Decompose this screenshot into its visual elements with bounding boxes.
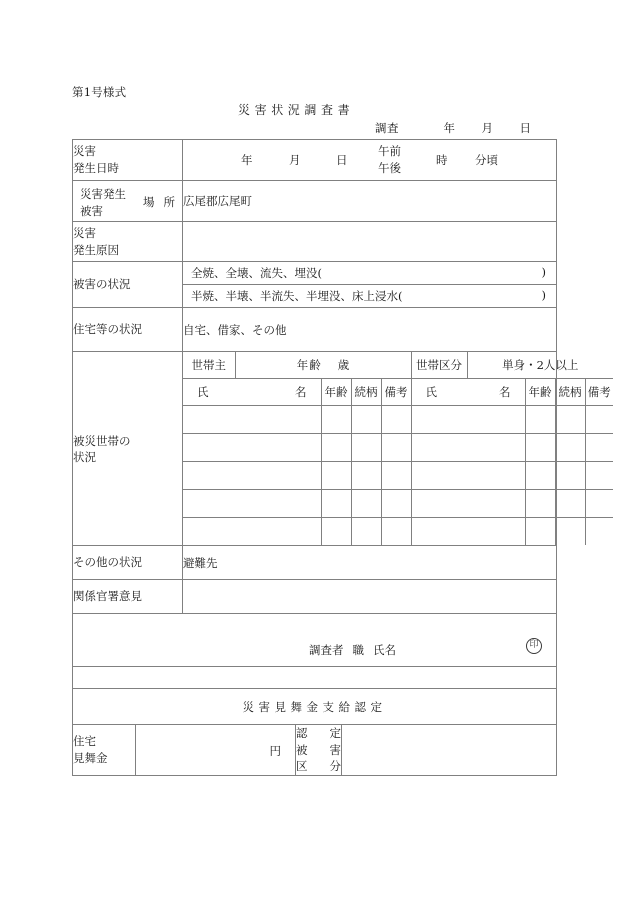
column-header-relation-right: 続柄 [555,379,585,406]
household-category-label: 世帯区分 [411,352,467,379]
entry-relation-right[interactable] [555,490,585,518]
entry-name-right[interactable] [411,490,525,518]
survey-date-label: 調査 [375,121,399,135]
field-surveyor-signature[interactable] [73,614,557,667]
table-row-other-status [73,546,557,580]
household-category-value[interactable]: 単身・2人以上 [467,352,613,379]
entry-name-left[interactable] [183,462,321,490]
entry-note-left[interactable] [381,462,411,490]
label-approved-damage-line3: 区分 [295,759,342,774]
label-damage-status [73,262,183,308]
entry-age-left[interactable] [321,406,351,434]
column-header-age-right: 年齢 [525,379,555,406]
surveyor-signature-line [309,642,396,658]
label-occurrence-cause-line2: 発生原因 [73,242,119,257]
field-damage-partial[interactable] [183,285,557,308]
document-title: 災害状況調査書 [238,103,355,117]
label-occurrence-place-sho: 所 [163,195,175,209]
household-age-unit: 歳 [337,358,350,372]
household-header-row-1 [183,352,613,379]
table-row-housing-status [73,308,557,352]
victim-household-table-wrap [183,352,611,546]
table-row-award-detail [73,725,557,776]
household-entry-row [183,434,613,462]
entry-age-right[interactable] [525,490,555,518]
household-entry-row [183,406,613,434]
occurrence-year-label: 年 [241,153,253,167]
survey-month: 月 [481,121,493,135]
label-occurrence-place-basho: 場 [143,195,155,209]
table-row-occurrence-place [73,181,557,222]
label-damage-status-text: 被害の状況 [73,277,131,292]
survey-date-line [375,120,531,136]
entry-name-left[interactable] [183,434,321,462]
entry-age-right[interactable] [525,518,555,546]
seal-stamp-icon: 印 [526,638,542,654]
award-detail-wrap [73,725,557,776]
entry-relation-right[interactable] [555,462,585,490]
currency-yen-label: 円 [269,744,281,758]
household-head-age-field[interactable] [235,352,411,379]
table-row-spacer [73,667,557,689]
entry-name-left[interactable] [183,406,321,434]
entry-name-left[interactable] [183,490,321,518]
entry-note-right[interactable] [585,518,613,546]
occurrence-pm-option[interactable]: 午後 [378,161,401,176]
household-entry-row [183,462,613,490]
column-header-note-right: 備考 [585,379,613,406]
field-damage-total[interactable] [183,262,557,285]
label-occurrence-place-line2: 被害 [80,204,103,218]
label-other-status-text: その他の状況 [73,555,142,570]
table-row-victim-household [73,352,557,546]
damage-total-options: 全焼、全壊、流失、埋没( [191,266,322,280]
label-approved-damage-line2: 被害 [295,742,342,757]
column-header-age-left: 年齢 [321,379,351,406]
entry-age-right[interactable] [525,462,555,490]
label-occurrence-datetime [73,140,183,181]
label-occurrence-place [73,181,183,222]
field-housing-allowance-amount[interactable] [135,725,295,775]
entry-note-left[interactable] [381,490,411,518]
column-header-note-left: 備考 [381,379,411,406]
field-occurrence-datetime[interactable] [183,140,557,181]
entry-note-right[interactable] [585,406,613,434]
entry-relation-left[interactable] [351,490,381,518]
survey-year: 年 [443,121,455,135]
label-housing-status-text: 住宅等の状況 [73,322,142,337]
label-occurrence-datetime-line1: 災害 [73,144,96,159]
label-victim-household-line1: 被災世帯の [73,433,131,448]
label-occurrence-cause [73,222,183,262]
label-housing-allowance [73,725,135,775]
victim-household-table [183,352,613,545]
damage-total-paren-close: ) [541,265,546,279]
table-row-damage-status-1 [73,262,557,285]
award-detail-table [73,725,556,775]
surveyor-label: 調査者 [309,643,344,657]
entry-relation-right[interactable] [555,518,585,546]
damage-partial-options: 半焼、半壊、半流失、半埋没、床上浸水( [191,289,403,303]
household-header-row-2 [183,379,613,406]
damage-partial-paren-close: ) [541,288,546,302]
table-row-award-title [73,689,557,725]
entry-note-left[interactable] [381,434,411,462]
column-header-name-right: 氏名 [411,379,525,406]
label-other-status [73,546,183,580]
surveyor-post-label: 職 [352,643,364,657]
entry-name-left[interactable] [183,518,321,546]
entry-note-right[interactable] [585,462,613,490]
entry-age-right[interactable] [525,406,555,434]
entry-relation-left[interactable] [351,462,381,490]
column-header-relation-left: 続柄 [351,379,381,406]
entry-name-right[interactable] [411,518,525,546]
occurrence-hour-label: 時 [436,153,448,167]
entry-relation-left[interactable] [351,434,381,462]
table-row-occurrence-datetime [73,140,557,181]
label-occurrence-place-line1: 災害発生 [80,187,126,201]
label-housing-allowance-line2: 見舞金 [73,751,108,765]
entry-relation-left[interactable] [351,406,381,434]
label-approved-damage-category [295,725,341,775]
entry-note-left[interactable] [381,518,411,546]
occurrence-ampm-choice[interactable] [378,143,401,178]
surveyor-name-label: 氏名 [373,643,396,657]
entry-age-left[interactable] [321,462,351,490]
entry-age-left[interactable] [321,434,351,462]
entry-age-right[interactable] [525,434,555,462]
label-housing-allowance-line1: 住宅 [73,733,96,748]
occurrence-day-label: 日 [336,153,348,167]
survey-day: 日 [519,121,531,135]
entry-name-right[interactable] [411,462,525,490]
entry-name-right[interactable] [411,434,525,462]
entry-relation-left[interactable] [351,518,381,546]
award-detail-row [73,725,556,775]
award-section-title: 災害見舞金支給認定 [73,689,557,725]
column-header-name-left: 氏名 [183,379,321,406]
field-agency-opinion[interactable] [183,580,557,614]
spacer-cell [73,667,557,689]
table-row-agency-opinion [73,580,557,614]
label-housing-status [73,308,183,352]
entry-age-left[interactable] [321,518,351,546]
table-row-surveyor-signature [73,614,557,667]
label-occurrence-datetime-line2: 発生日時 [73,161,119,175]
entry-note-right[interactable] [585,434,613,462]
occurrence-minute-label: 分頃 [475,153,498,167]
disaster-survey-table [72,139,611,776]
label-victim-household-line2: 状況 [73,449,96,464]
label-approved-damage-line1: 認定 [295,726,342,740]
table-row-occurrence-cause [73,222,557,262]
entry-note-left[interactable] [381,406,411,434]
label-agency-opinion-text: 関係官署意見 [73,589,142,604]
household-age-label: 年齢 [296,358,322,372]
entry-relation-right[interactable] [555,406,585,434]
entry-age-left[interactable] [321,490,351,518]
label-agency-opinion [73,580,183,614]
field-occurrence-place[interactable]: 広尾郡広尾町 [183,181,557,222]
label-victim-household [73,352,183,546]
household-entry-row [183,490,613,518]
entry-relation-right[interactable] [555,434,585,462]
occurrence-am-option[interactable]: 午前 [378,144,401,158]
entry-note-right[interactable] [585,490,613,518]
form-code: 第1号様式 [72,85,127,99]
entry-name-right[interactable] [411,406,525,434]
field-occurrence-cause[interactable] [183,222,557,262]
field-other-status[interactable]: 避難先 [183,546,557,580]
occurrence-month-label: 月 [289,153,301,167]
household-head-label: 世帯主 [183,352,235,379]
household-entry-row [183,518,613,546]
field-approved-damage-category[interactable] [342,725,556,775]
label-occurrence-cause-line1: 災害 [73,225,96,240]
field-housing-status[interactable]: 自宅、借家、その他 [183,308,557,352]
